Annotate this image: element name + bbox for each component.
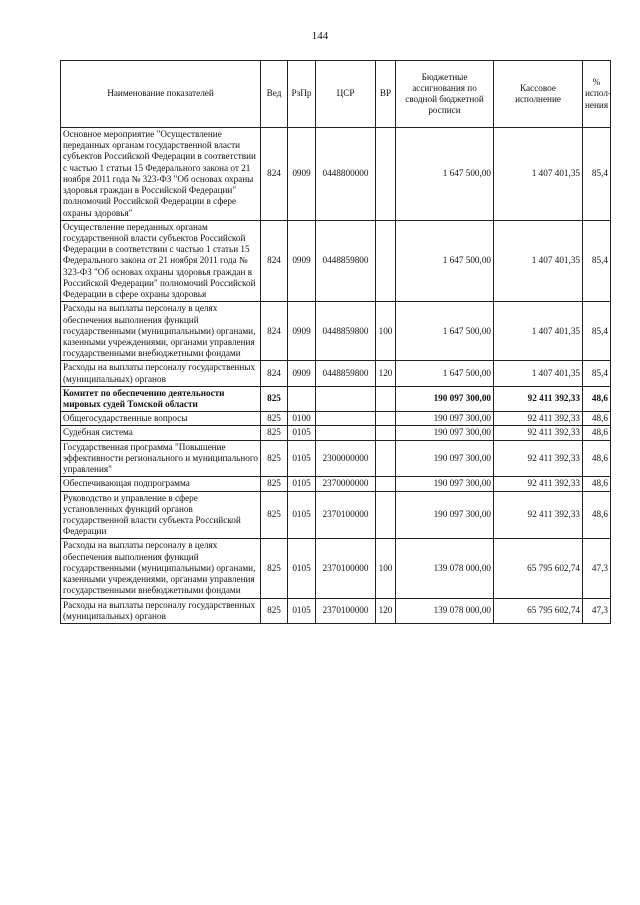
table-row xyxy=(61,440,611,477)
table-row xyxy=(61,361,611,386)
cell-rzpr: 0105 xyxy=(288,440,316,477)
cell-cash: 1 407 401,35 xyxy=(494,220,583,302)
cell-budget: 1 647 500,00 xyxy=(396,302,494,361)
cell-vr: 120 xyxy=(376,361,396,386)
cell-vr xyxy=(376,426,396,440)
cell-ved: 824 xyxy=(261,361,288,386)
cell-csr: 0448800000 xyxy=(316,128,376,221)
cell-percent: 47,3 xyxy=(583,598,611,623)
col-header-name: Наименование показателей xyxy=(61,61,261,128)
cell-name: Расходы на выплаты персоналу в целях обеспечения выполнения функций государственными (муниципальными) органами, казенными учреждениями, органами управления государственными внебюджетными фондами xyxy=(61,539,261,598)
cell-name: Обеспечивающая подпрограмма xyxy=(61,477,261,491)
cell-cash: 92 411 392,33 xyxy=(494,440,583,477)
cell-budget: 190 097 300,00 xyxy=(396,412,494,426)
cell-rzpr: 0909 xyxy=(288,128,316,221)
table-row xyxy=(61,477,611,491)
budget-execution-table xyxy=(60,60,611,624)
cell-budget: 1 647 500,00 xyxy=(396,361,494,386)
cell-ved: 824 xyxy=(261,302,288,361)
cell-vr xyxy=(376,412,396,426)
col-header-cash: Кассовое исполнение xyxy=(494,61,583,128)
cell-percent: 48,6 xyxy=(583,440,611,477)
cell-name: Расходы на выплаты персоналу в целях обеспечения выполнения функций государственными (муниципальными) органами, казенными учреждениями, органами управления государственными внебюджетными фондами xyxy=(61,302,261,361)
cell-budget: 1 647 500,00 xyxy=(396,128,494,221)
table-row xyxy=(61,412,611,426)
table-row xyxy=(61,426,611,440)
col-header-ved: Вед xyxy=(261,61,288,128)
cell-vr xyxy=(376,477,396,491)
table-row xyxy=(61,386,611,411)
table-row xyxy=(61,220,611,302)
cell-ved: 825 xyxy=(261,539,288,598)
cell-vr: 100 xyxy=(376,302,396,361)
table-row xyxy=(61,598,611,623)
cell-ved: 825 xyxy=(261,477,288,491)
cell-cash: 92 411 392,33 xyxy=(494,386,583,411)
cell-budget: 190 097 300,00 xyxy=(396,491,494,539)
cell-cash: 92 411 392,33 xyxy=(494,491,583,539)
col-header-percent: % испол-нения xyxy=(583,61,611,128)
cell-cash: 1 407 401,35 xyxy=(494,128,583,221)
table-header-row xyxy=(61,61,611,128)
col-header-rzpr: РзПр xyxy=(288,61,316,128)
cell-vr xyxy=(376,386,396,411)
cell-csr: 0448859800 xyxy=(316,220,376,302)
cell-rzpr: 0909 xyxy=(288,361,316,386)
cell-csr xyxy=(316,412,376,426)
cell-csr: 2300000000 xyxy=(316,440,376,477)
cell-name: Руководство и управление в сфере установленных функций органов государственной власти субъекта Российской Федерации xyxy=(61,491,261,539)
table-row xyxy=(61,128,611,221)
cell-rzpr: 0105 xyxy=(288,539,316,598)
cell-percent: 48,6 xyxy=(583,412,611,426)
cell-cash: 65 795 602,74 xyxy=(494,539,583,598)
cell-budget: 190 097 300,00 xyxy=(396,426,494,440)
cell-cash: 1 407 401,35 xyxy=(494,302,583,361)
cell-rzpr: 0909 xyxy=(288,220,316,302)
cell-budget: 190 097 300,00 xyxy=(396,477,494,491)
cell-percent: 48,6 xyxy=(583,491,611,539)
cell-ved: 825 xyxy=(261,491,288,539)
cell-rzpr: 0105 xyxy=(288,426,316,440)
cell-budget: 139 078 000,00 xyxy=(396,598,494,623)
cell-percent: 85,4 xyxy=(583,128,611,221)
cell-cash: 92 411 392,33 xyxy=(494,426,583,440)
cell-percent: 48,6 xyxy=(583,386,611,411)
cell-budget: 1 647 500,00 xyxy=(396,220,494,302)
cell-ved: 824 xyxy=(261,128,288,221)
cell-csr xyxy=(316,426,376,440)
table-body xyxy=(61,128,611,624)
table-row xyxy=(61,539,611,598)
cell-ved: 825 xyxy=(261,386,288,411)
cell-percent: 85,4 xyxy=(583,220,611,302)
col-header-budget: Бюджетные ассигнования по сводной бюджетной росписи xyxy=(396,61,494,128)
cell-cash: 92 411 392,33 xyxy=(494,477,583,491)
cell-name: Комитет по обеспечению деятельности мировых судей Томской области xyxy=(61,386,261,411)
col-header-csr: ЦСР xyxy=(316,61,376,128)
cell-ved: 825 xyxy=(261,426,288,440)
cell-ved: 825 xyxy=(261,598,288,623)
cell-vr xyxy=(376,491,396,539)
cell-percent: 85,4 xyxy=(583,361,611,386)
cell-cash: 1 407 401,35 xyxy=(494,361,583,386)
cell-budget: 139 078 000,00 xyxy=(396,539,494,598)
cell-rzpr: 0909 xyxy=(288,302,316,361)
cell-vr xyxy=(376,440,396,477)
cell-csr: 2370100000 xyxy=(316,491,376,539)
cell-percent: 85,4 xyxy=(583,302,611,361)
cell-rzpr: 0105 xyxy=(288,598,316,623)
cell-vr: 100 xyxy=(376,539,396,598)
cell-csr: 2370000000 xyxy=(316,477,376,491)
cell-rzpr: 0105 xyxy=(288,491,316,539)
cell-csr xyxy=(316,386,376,411)
col-header-vr: ВР xyxy=(376,61,396,128)
cell-rzpr xyxy=(288,386,316,411)
cell-percent: 48,6 xyxy=(583,477,611,491)
cell-rzpr: 0100 xyxy=(288,412,316,426)
cell-percent: 47,3 xyxy=(583,539,611,598)
cell-vr xyxy=(376,220,396,302)
cell-rzpr: 0105 xyxy=(288,477,316,491)
cell-name: Судебная система xyxy=(61,426,261,440)
cell-name: Осуществление переданных органам государственной власти субъектов Российской Федерации в соответствии с частью 1 статьи 15 Федерального закона от 21 ноября 2011 года № 323-ФЗ "Об основах охраны здоровья граждан в Российской Федерации" полномочий Российской Федерации в сфере охраны здоровья xyxy=(61,220,261,302)
cell-cash: 92 411 392,33 xyxy=(494,412,583,426)
cell-csr: 0448859800 xyxy=(316,302,376,361)
cell-budget: 190 097 300,00 xyxy=(396,386,494,411)
table-row xyxy=(61,491,611,539)
cell-csr: 0448859800 xyxy=(316,361,376,386)
cell-name: Государственная программа "Повышение эффективности регионального и муниципального управления" xyxy=(61,440,261,477)
cell-name: Основное мероприятие "Осуществление переданных органам государственной власти субъектов Российской Федерации в соответствии с частью 1 статьи 15 Федерального закона от 21 ноября 2011 года № 323-ФЗ "Об основах охраны здоровья граждан в Российской Федерации" полномочий Российской Федерации в сфере охраны здоровья" xyxy=(61,128,261,221)
cell-name: Расходы на выплаты персоналу государственных (муниципальных) органов xyxy=(61,361,261,386)
page-number: 144 xyxy=(311,30,329,42)
cell-csr: 2370100000 xyxy=(316,539,376,598)
cell-name: Общегосударственные вопросы xyxy=(61,412,261,426)
cell-vr xyxy=(376,128,396,221)
cell-cash: 65 795 602,74 xyxy=(494,598,583,623)
cell-name: Расходы на выплаты персоналу государственных (муниципальных) органов xyxy=(61,598,261,623)
cell-ved: 824 xyxy=(261,220,288,302)
cell-ved: 825 xyxy=(261,412,288,426)
cell-budget: 190 097 300,00 xyxy=(396,440,494,477)
cell-percent: 48,6 xyxy=(583,426,611,440)
table-row xyxy=(61,302,611,361)
cell-csr: 2370100000 xyxy=(316,598,376,623)
cell-vr: 120 xyxy=(376,598,396,623)
cell-ved: 825 xyxy=(261,440,288,477)
